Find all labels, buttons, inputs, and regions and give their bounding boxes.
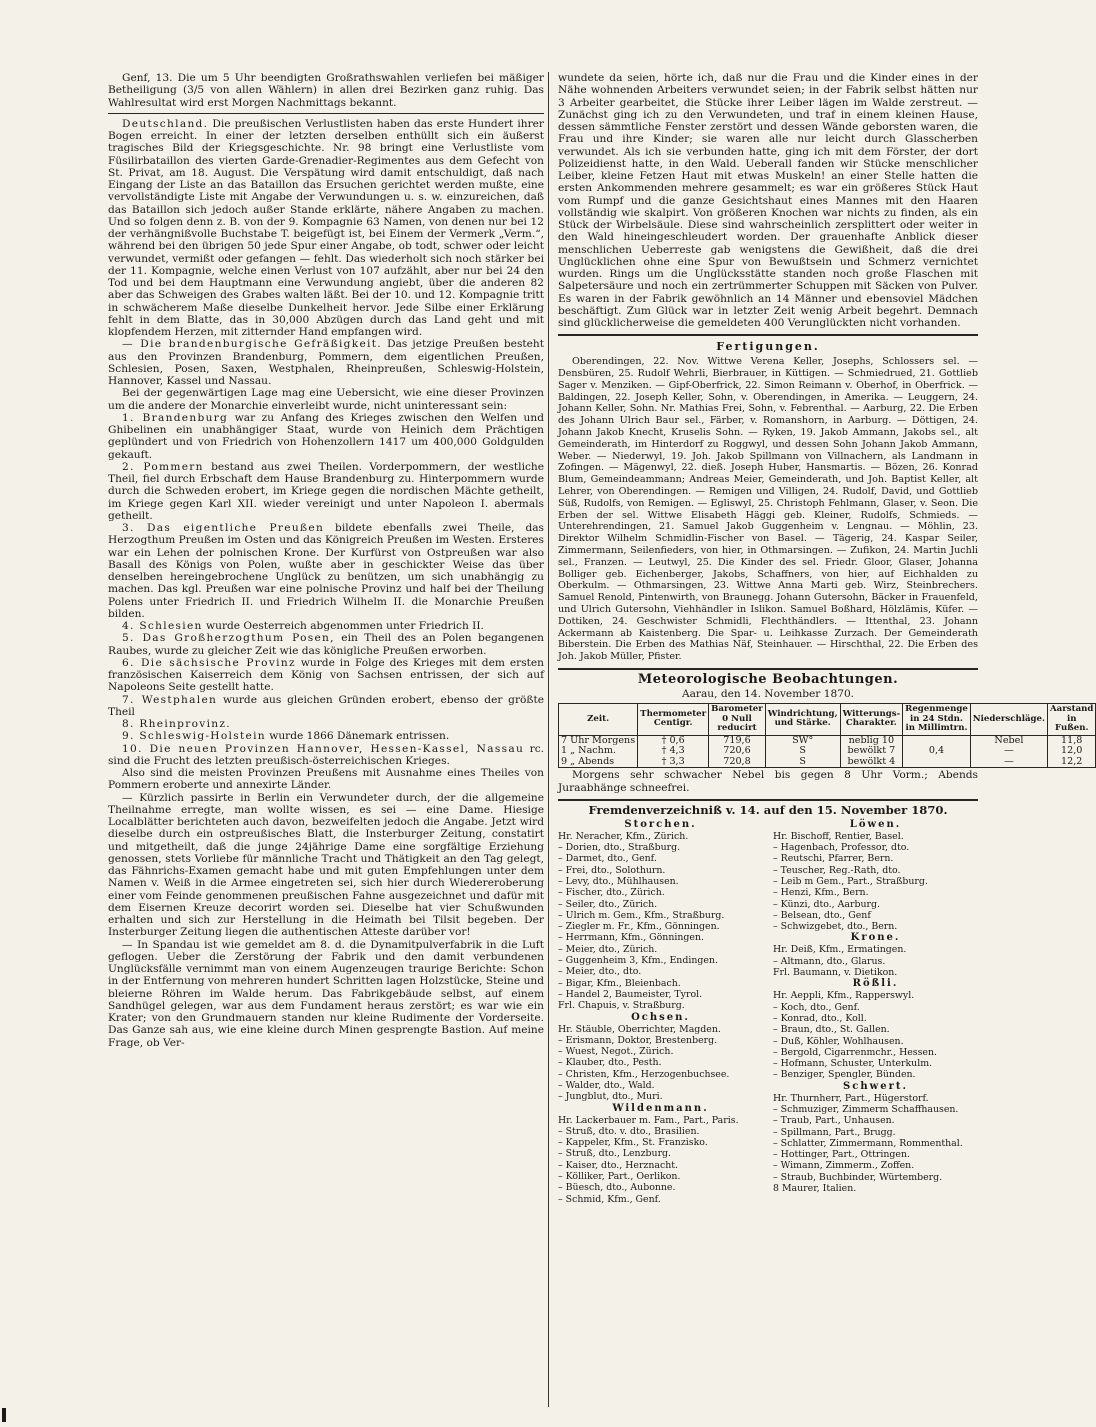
guest-entry: – Christen, Kfm., Herzogenbuchsee. xyxy=(558,1068,730,1080)
guest-entry: – Struß, dto. v. dto., Brasilien. xyxy=(558,1125,700,1137)
province-heading: 8. Rheinprovinz. xyxy=(122,718,231,730)
guest-entry: – Hottinger, Part., Ottringen. xyxy=(773,1149,910,1161)
guest-entry: – Traub, Part., Unhausen. xyxy=(773,1115,895,1127)
weather-table-header xyxy=(559,703,1096,735)
guest-entry: Hr. Neracher, Kfm., Zürich. xyxy=(558,830,689,842)
province-list xyxy=(108,412,544,767)
guest-entry: Frl. Baumann, v. Dietikon. xyxy=(773,967,898,979)
weather-cell: † 0,6 xyxy=(638,735,709,746)
province-heading: 5. Das Großherzogthum Posen, xyxy=(122,632,335,645)
guest-entry: – Altmann, dto., Glarus. xyxy=(773,955,886,967)
right-column xyxy=(558,72,1094,1205)
province-text: rc. sind die Frucht des letzten preußisch-österreichischen Krieges. xyxy=(108,742,544,767)
germany-text: Die preußischen Verlustlisten haben das erste Hundert ihrer Bogen erreicht. In einer der letzten derselben enthüllt sich ein äußerst tragisches Bild der Kriegsgeschichte. Nr. 98 bringt eine Verlustliste vom Füsilirbataillon des vierten Garde-Grenadier-Regimentes aus dem Gefecht von St. Privat, am 18. August. Die Verspätung wird damit entschuldigt, daß nach Eingang der Liste an das Bataillon das Ersuchen gerichtet werden mußte, eine vervollständigte Liste mit Angabe der Verwundungen u. s. w. einzureichen, daß das Bataillon sich jedoch außer Stande erklärte, nähere Angaben zu machen. Und so folgen denn z. B. von der 9. Kompagnie 63 Namen, von denen nur bei 12 der verhängnißvolle Buchstabe T. beigefügt ist, bei Einem der Vermerk „Verm.“, während bei den übrigen 50 jede Spur einer Angabe, ob todt, schwer oder leicht verwundet, vermißt oder gefangen — fehlt. Das wiederholt sich noch stärker bei der 11. Kompagnie, welche einen Verlust von 107 aufzählt, aber nur bei 24 den Tod und bei dem Hauptmann eine Verwundung angiebt, über die anderen 82 aber das Schweigen des Grabes walten läßt. Bei der 10. und 12. Kompagnie tritt in schwächerem Maße dieselbe Dunkelheit hervor. Jede Silbe einer Erklärung fehlt in dem Blatte, das in 30,000 Abzügen durch das Land geht und mit klopfendem Herzen, mit zitternder Hand empfangen wird. xyxy=(108,117,544,338)
hotel-heading: Schwert. xyxy=(843,1080,908,1092)
guest-entry: – Hofmann, Schuster, Unterkulm. xyxy=(773,1058,933,1070)
guest-entry: – Ziegler m. Fr., Kfm., Gönningen. xyxy=(558,921,720,933)
spandau-report: — In Spandau ist wie gemeldet am 8. d. die Dynamitpulverfabrik in die Luft geflogen. Ueber die Zerstörung der Fabrik und den damit verbundenen Unglücksfälle vernimmt man von einem Augenzeugen traurige Berichte: Schon in der Entfernung von mehreren hundert Schritten lagen Holzstücke, Steine und bleierne Röhren im Walde herum. Das Fabrikgebäude selbst, auf einem Sandhügel gelegen, war aus dem Fundament heraus zerstört; es war wie ein Krater; von den Grundmauern standen nur kleine Rudimente der Vorderseite. Das Ganze sah aus, wie eine kleine durch Minen gesprengte Bastion. Auf meine Frage, ob Ver- xyxy=(108,938,544,1049)
weather-cell: 9 „ Abends xyxy=(559,757,638,768)
weather-cell: 11,8 xyxy=(1048,735,1096,746)
weather-cell: — xyxy=(970,757,1047,768)
guest-entry: – Büesch, dto., Aubonne. xyxy=(558,1182,676,1194)
hotel-heading: Ochsen. xyxy=(631,1011,690,1023)
guest-entry: – Bigar, Kfm., Bleienbach. xyxy=(558,977,681,989)
spandau-report-continued: wundete da seien, hörte ich, daß nur die Frau und die Kinder eines in der Nähe wohnenden Arbeiters verwundet seien; in der Fabrik selbst hätten nur 3 Arbeiter gearbeitet, die Stücke ihrer Leiber lägen im Walde zerstreut. — Zunächst ging ich zu den Verwundeten, und traf in einem kleinen Hause, dessen sämmtliche Fenster zerstört und dessen Wände geborsten waren, die Frau und ihre Kinder; sie waren alle nur leicht durch Glasscherben verwundet. Als ich sie verbunden hatte, ging ich mit dem Förster, der dort Polizeidienst hatte, in den Wald. Ueberall fanden wir Stücke menschlicher Leiber, kleine Fetzen Haut mit etwas Muskeln! an einer Stelle hatten die ersten Ankommenden mehrere gesammelt; es war ein größeres Stück Haut vom Rumpf und die ganze Gesichtshaut eines Mannes mit den Haaren vollständig wie skalpirt. Von größeren Knochen war nichts zu finden, als ein Stück der Wirbelsäule. Diese sind wahrscheinlich zersplittert oder weiter in den Wald hineingeschleudert worden. Der grauenhafte Anblick dieser menschlichen Ueberreste gab wenigstens die Gewißheit, daß die drei Unglücklichen ohne eine Spur von Bewußtsein und Schmerz vernichtet wurden. Rings um die Unglücksstätte standen noch große Flaschen mit Salpetersäure und noch ein zertrümmerter Schuppen mit Säcken von Pulver. Es waren in der Fabrik gewöhnlich an 14 Männer und ebensoviel Mädchen beschäftigt. Zum Glück war in letzter Zeit wenig Arbeit begehrt. Demnach sind glücklicherweise die gemeldeten 400 Verunglückten nicht vorhanden. xyxy=(558,72,978,329)
province-item xyxy=(108,620,544,632)
guest-entry: – Konrad, dto., Koll. xyxy=(773,1012,867,1024)
guest-entry: – Wimann, Zimmerm., Zoffen. xyxy=(773,1160,915,1172)
hotel-heading: Krone. xyxy=(850,932,901,944)
province-item xyxy=(108,730,544,742)
fertigungen-list: Oberendingen, 22. Nov. Wittwe Verena Keller, Josephs, Schlossers sel. — Densbüren, 25. Rudolf Wehrli, Bierbrauer, in Küttigen. — Schmiedrued, 21. Gottlieb Sager v. Menziken. — Gipf-Oberfrick, 22. Simon Reimann v. Oberhof, in Oberfrick. — Baldingen, 22. Joseph Keller, Sohn, v. Oberendingen, in Amerika. — Leuggern, 24. Johann Keller, Sohn. Nr. Mathias Frei, Sohn, v. Febrenthal. — Aarburg, 22. Die Erben des Johann Ulrich Baur sel., Färber, v. Romanshorn, in Aarburg. — Döttigen, 24. Johann Jakob Knecht, Kruselis Sohn. — Ryken, 19. Jakob Ammann, Jakobs sel., alt Gemeinderath, im Hinterdorf zu Roggwyl, und dessen Sohn Johann Jakob Ammann, Weber. — Niederwyl, 19. Joh. Jakob Spillmann von Villnachern, als Landmann in Zofingen. — Mägenwyl, 22. dieß. Joseph Huber, Hansmartis. — Bözen, 26. Konrad Blum, Gemeindeammann; Andreas Meier, Gemeinderath, und Joh. Baptist Keller, alt Lehrer, von Oberendingen. — Remigen und Villigen, 24. Rudolf, David, und Gottlieb Süß, Rudolfs, von Remigen. — Egliswyl, 25. Christoph Fehlmann, Glaser, v. Seon. Die Erben der sel. Wittwe Elisabeth Häggi geb. Kleiner, Rudolfs, Schmieds. — Unterehrendingen, 21. Samuel Jakob Guggenheim v. Lengnau. — Möhlin, 23. Direktor Wilhelm Schmidlin-Fischer von Basel. — Tägerig, 24. Kaspar Seiler, Zimmermann, Seilenfieders, von hier, in Othmarsingen. — Zufikon, 24. Martin Juchli sel., Franzen. — Leutwyl, 25. Die Kinder des sel. Friedr. Gloor, Glaser, Johanna Bolliger geb. Eichenberger, Jakobs, Schaffners, von hier, auf Eichhalden zu Oberkulm. — Othmarsingen, 23. Wittwe Anna Marti geb. Wirz, Steinbrechers. Samuel Renold, Pintenwirth, von Braunegg. Johann Gutersohn, Bäcker in Frauenfeld, und Ulrich Gutersohn, Viehhändler in Islikon. Samuel Boßhard, Hölzlämis, Küfer. — Dottiken, 24. Geschwister Schmidli, Flechthändlers. — Ittenthal, 23. Johann Ackermann ab Kaistenberg. Die Spar- u. Leihkasse Zurzach. Der Gemeinderath Biberstein. Die Erben des Mathias Näf, Steinhauer. — Hirschthal, 22. Die Erben des Joh. Jakob Müller, Pfister. xyxy=(558,356,978,663)
weather-cell: SW° xyxy=(765,735,840,746)
guest-entry: – Hagenbach, Professor, dto. xyxy=(773,842,910,854)
province-summary: Also sind die meisten Provinzen Preußens mit Ausnahme eines Theiles von Pommern eroberte und annexirte Länder. xyxy=(108,767,544,792)
guest-entry: – Kölliker, Part., Oerlikon. xyxy=(558,1171,681,1183)
province-item xyxy=(108,743,544,768)
brandenburg-heading: — Die brandenburgische Gefräßigkeit. xyxy=(122,338,382,351)
weather-row xyxy=(559,757,1096,768)
brandenburg-report xyxy=(108,338,544,387)
province-heading: 6. Die sächsische Provinz xyxy=(122,656,296,669)
guest-entry: – Bergold, Cigarrenmchr., Hessen. xyxy=(773,1046,937,1058)
province-heading: 10. Die neuen Provinzen Hannover, Hessen-Kassel, Nassau xyxy=(122,742,525,755)
guest-entry: – Braun, dto., St. Gallen. xyxy=(773,1024,890,1036)
guest-entry: – Darmet, dto., Genf. xyxy=(558,853,657,865)
guest-entry: – Guggenheim 3, Kfm., Endingen. xyxy=(558,955,718,967)
guest-entry: Frl. Chapuis, v. Straßburg. xyxy=(558,1000,685,1012)
weather-cell: S xyxy=(765,746,840,757)
column-divider xyxy=(548,72,549,1407)
province-item xyxy=(108,657,544,694)
guest-entry: Hr. Deiß, Kfm., Ermatingen. xyxy=(773,944,907,956)
province-heading: 7. Westphalen xyxy=(122,693,218,706)
left-column xyxy=(108,72,544,1049)
guest-entry: – Schmuziger, Zimmerm Schaffhausen. xyxy=(773,1103,959,1115)
section-rule xyxy=(108,113,544,114)
guest-entry: Hr. Bischoff, Rentier, Basel. xyxy=(773,830,904,842)
guest-entry: – Koch, dto., Genf. xyxy=(773,1001,860,1013)
guest-entry: – Schlatter, Zimmermann, Rommenthal. xyxy=(773,1137,963,1149)
section-rule xyxy=(558,668,978,670)
guest-entry: – Teuscher, Reg.-Rath, dto. xyxy=(773,864,901,876)
geneva-report: Genf, 13. Die um 5 Uhr beendigten Großrathswahlen verliefen bei mäßiger Betheiligung (3/5 von allen Wählern) in allen drei Bezirken ganz ruhig. Das Wahlresultat wird erst Morgen Nachmittags bekannt. xyxy=(108,72,544,109)
guest-entry: – Belsean, dto., Genf xyxy=(773,909,871,921)
guest-entry: Hr. Aeppli, Kfm., Rapperswyl. xyxy=(773,990,915,1002)
weather-header-cell: Barometer 0 Null reducirt xyxy=(709,703,766,735)
fertigungen-title: Fertigungen. xyxy=(716,340,820,354)
germany-heading: Deutschland. xyxy=(122,117,209,130)
province-heading: 9. Schleswig-Holstein xyxy=(122,730,266,743)
guest-entry: – Henzi, Kfm., Bern. xyxy=(773,887,869,899)
guest-entry: – Duß, Köhler, Wohlhausen. xyxy=(773,1035,904,1047)
weather-header-cell: Aarstand in Fußen. xyxy=(1048,703,1096,735)
brandenburg-overview: Bei der gegenwärtigen Lage mag eine Uebersicht, wie eine dieser Provinzen um die andere der Monarchie einverleibt wurde, nicht uninteressant sein: xyxy=(108,387,544,412)
section-rule xyxy=(558,799,978,801)
weather-header-cell: Thermometer Centigr. xyxy=(638,703,709,735)
guest-entry: – Seiler, dto., Zürich. xyxy=(558,898,658,910)
guest-entry: – Walder, dto., Wald. xyxy=(558,1079,655,1091)
hotel-heading: Löwen. xyxy=(849,818,902,830)
province-text: wurde Oesterreich abgenommen unter Friedrich II. xyxy=(206,620,484,632)
guest-entry: Hr. Thurnherr, Part., Hügerstorf. xyxy=(773,1092,929,1104)
guest-entry: – Handel 2, Baumeister, Tyrol. xyxy=(558,988,703,1000)
province-item xyxy=(108,412,544,461)
weather-cell: 12,2 xyxy=(1048,757,1096,768)
weather-cell: † 4,3 xyxy=(638,746,709,757)
weather-cell: 1 „ Nachm. xyxy=(559,746,638,757)
hotel-heading: Storchen. xyxy=(624,818,697,830)
guest-entry: Hr. Stäuble, Oberrichter, Magden. xyxy=(558,1023,721,1035)
guest-list-title: Fremdenverzeichniß v. 14. auf den 15. November 1870. xyxy=(588,802,948,817)
province-item xyxy=(108,694,544,719)
guest-list-right xyxy=(773,819,978,1205)
province-text: bildete ebenfalls zwei Theile, das Herzogthum Preußen im Osten und das Königreich Preußen im Westen. Ersteres war ein Lehen der polnischen Krone. Der Kurfürst von Ostpreußen war also Basall des Königs von Polen, wußte aber in geschickter Weise das über denselben hereingebrochene Unglück zu benützen, um sich unabhängig zu machen. Das kgl. Preußen war eine polnische Provinz und half bei der Theilung Polens unter Friedrich II. und Friedrich Wilhelm II. die Monarchie Preußen bilden. xyxy=(108,522,544,620)
province-item xyxy=(108,632,544,657)
guest-entry: – Schwizgebet, dto., Bern. xyxy=(773,921,898,933)
weather-header-cell: Windrichtung, und Stärke. xyxy=(765,703,840,735)
province-heading: 3. Das eigentliche Preußen xyxy=(122,522,325,534)
province-text: war zu Anfang des Krieges zwischen den Welfen und Ghibelinen ein unabhängiger Staat, wurde von Heinich dem Prächtigen geplündert und von Friedrich von Hohenzollern 1417 um 400,000 Goldgulden gekauft. xyxy=(108,411,544,461)
guest-entry: Hr. Lackerbauer m. Fam., Part., Paris. xyxy=(558,1114,739,1126)
guest-entry: 8 Maurer, Italien. xyxy=(773,1183,857,1195)
brandenburg-text: Das jetzige Preußen besteht aus den Provinzen Brandenburg, Pommern, dem eigentlichen Preußen, Schlesien, Posen, Saxen, Westphalen, Rheinpreußen, Schleswig-Holstein, Hannover, Kassel und Nassau. xyxy=(108,338,544,387)
guest-entry: – Dorien, dto., Straßburg. xyxy=(558,842,681,854)
province-text: bestand aus zwei Theilen. Vorderpommern, der westliche Theil, fiel durch Erbschaft dem Hause Brandenburg zu. Hinterpommern wurde durch die Schweden erobert, im Kriege gegen die nordischen Mächte getheilt, im Kriege gegen Karl XII. wieder vereinigt und unter Napoleon I. abermals getheilt. xyxy=(108,460,544,522)
guest-entry: – Schmid, Kfm., Genf. xyxy=(558,1193,661,1205)
province-heading: 1. Brandenburg xyxy=(122,411,229,424)
weather-cell: 719,6 xyxy=(709,735,766,746)
weather-cell: 720,8 xyxy=(709,757,766,768)
weather-note: Morgens sehr schwacher Nebel bis gegen 8 Uhr Vorm.; Abends Juraabhänge schneefrei. xyxy=(558,769,978,794)
hotel-heading: Wildenmann. xyxy=(612,1102,709,1114)
guest-list xyxy=(558,819,978,1205)
guest-entry: – Reutschi, Pfarrer, Bern. xyxy=(773,853,894,865)
guest-entry: – Ulrich m. Gem., Kfm., Straßburg. xyxy=(558,909,725,921)
province-text: wurde 1866 Dänemark entrissen. xyxy=(269,730,450,743)
guest-entry: – Straub, Buchbinder, Würtemberg. xyxy=(773,1171,943,1183)
weather-cell xyxy=(903,757,971,768)
guest-entry: – Frei, dto., Solothurn. xyxy=(558,864,666,876)
weather-cell: Nebel xyxy=(970,735,1047,746)
guest-entry: – Erismann, Doktor, Brestenberg. xyxy=(558,1034,718,1046)
weather-row xyxy=(559,746,1096,757)
guest-entry: – Levy, dto., Mühlhausen. xyxy=(558,875,679,887)
weather-cell: 12,0 xyxy=(1048,746,1096,757)
weather-cell: 7 Uhr Morgens xyxy=(559,735,638,746)
weather-cell: bewölkt 4 xyxy=(840,757,903,768)
weather-cell: S xyxy=(765,757,840,768)
guest-entry: – Fischer, dto., Zürich. xyxy=(558,887,665,899)
weather-row xyxy=(559,735,1096,746)
province-heading: 4. Schlesien xyxy=(122,620,203,632)
guest-entry: – Kaiser, dto., Herznacht. xyxy=(558,1159,679,1171)
province-heading: 2. Pommern xyxy=(122,460,204,473)
weather-cell: 0,4 xyxy=(903,746,971,757)
guest-entry: – Wuest, Negot., Zürich. xyxy=(558,1046,674,1058)
weather-cell: 720,6 xyxy=(709,746,766,757)
weather-header-cell: Niederschläge. xyxy=(970,703,1047,735)
guest-entry: – Herrmann, Kfm., Gönningen. xyxy=(558,932,704,944)
guest-entry: – Leib m Gem., Part., Straßburg. xyxy=(773,875,928,887)
germany-report xyxy=(108,118,544,339)
wounded-lady-report: — Kürzlich passirte in Berlin ein Verwundeter durch, der die allgemeine Theilnahme erregte, man wollte wissen, es sei — eine Dame. Hiesige Localblätter berichteten auch davon, bezweifelten jedoch die Angabe. Jetzt wird dieselbe durch ein ostpreußisches Blatt, die Insterburger Zeitung, constatirt und mitgetheilt, daß die junge 24jährige Dame eine sorgfältige Erziehung genossen, stets Vorliebe für männliche Tracht und Thätigkeit an den Tag gelegt, das Fähnrichs-Examen gemacht habe und mit guten Empfehlungen unter dem Namen v. Weiß in die Armee eingetreten sei, sich hier durch Wiedereroberung einer vom Feinde genommenen preußischen Fahne ausgezeichnet und dafür mit dem Eisernen Kreuze decorirt worden sei. Dieselbe hat vier Schußwunden erhalten und sich zur Herstellung in die Heimath bei Tilsit begeben. Der Insterburger Zeitung liegen die authentischen Atteste darüber vor! xyxy=(108,791,544,939)
hotel-heading: Rößli. xyxy=(852,978,899,990)
weather-header-cell: Zeit. xyxy=(559,703,638,735)
weather-header-cell: Witterungs-Charakter. xyxy=(840,703,903,735)
guest-list-left xyxy=(558,819,763,1205)
guest-entry: – Spillmann, Part., Brugg. xyxy=(773,1126,896,1138)
province-text: wurde in Folge des Krieges mit dem ersten französischen Kaiserreich dem König von Sachsen entrissen, der sich auf Napoleons Seite gestellt hatte. xyxy=(108,656,544,694)
province-text: wurde aus gleichen Gründen erobert, ebenso der größte Theil xyxy=(108,693,544,718)
guest-entry: – Jungblut, dto., Muri. xyxy=(558,1091,663,1103)
province-item xyxy=(108,718,544,730)
weather-cell: — xyxy=(970,746,1047,757)
weather-subtitle: Aarau, den 14. November 1870. xyxy=(681,687,855,700)
weather-cell: neblig 10 xyxy=(840,735,903,746)
weather-title: Meteorologische Beobachtungen. xyxy=(637,671,899,687)
edge-mark xyxy=(2,1408,6,1422)
province-item xyxy=(108,522,544,620)
guest-entry: – Meier, dto., dto. xyxy=(558,966,642,978)
province-text: ein Theil des an Polen begangenen Raubes, wurde zu gleicher Zeit wie das königliche Preußen erworben. xyxy=(108,632,544,657)
guest-entry: – Benziger, Spengler, Bünden. xyxy=(773,1069,916,1081)
weather-table xyxy=(558,703,1096,768)
weather-cell: † 3,3 xyxy=(638,757,709,768)
guest-entry: – Klauber, dto., Pesth. xyxy=(558,1057,662,1069)
section-rule xyxy=(558,334,978,336)
guest-entry: – Struß, dto., Lenzburg. xyxy=(558,1148,672,1160)
weather-cell: bewölkt 7 xyxy=(840,746,903,757)
guest-entry: – Meier, dto., Zürich. xyxy=(558,943,658,955)
guest-entry: – Kappeler, Kfm., St. Franzisko. xyxy=(558,1137,708,1149)
weather-header-cell: Regenmenge in 24 Stdn. in Millimtrn. xyxy=(903,703,971,735)
guest-entry: – Künzi, dto., Aarburg. xyxy=(773,898,880,910)
province-item xyxy=(108,461,544,522)
